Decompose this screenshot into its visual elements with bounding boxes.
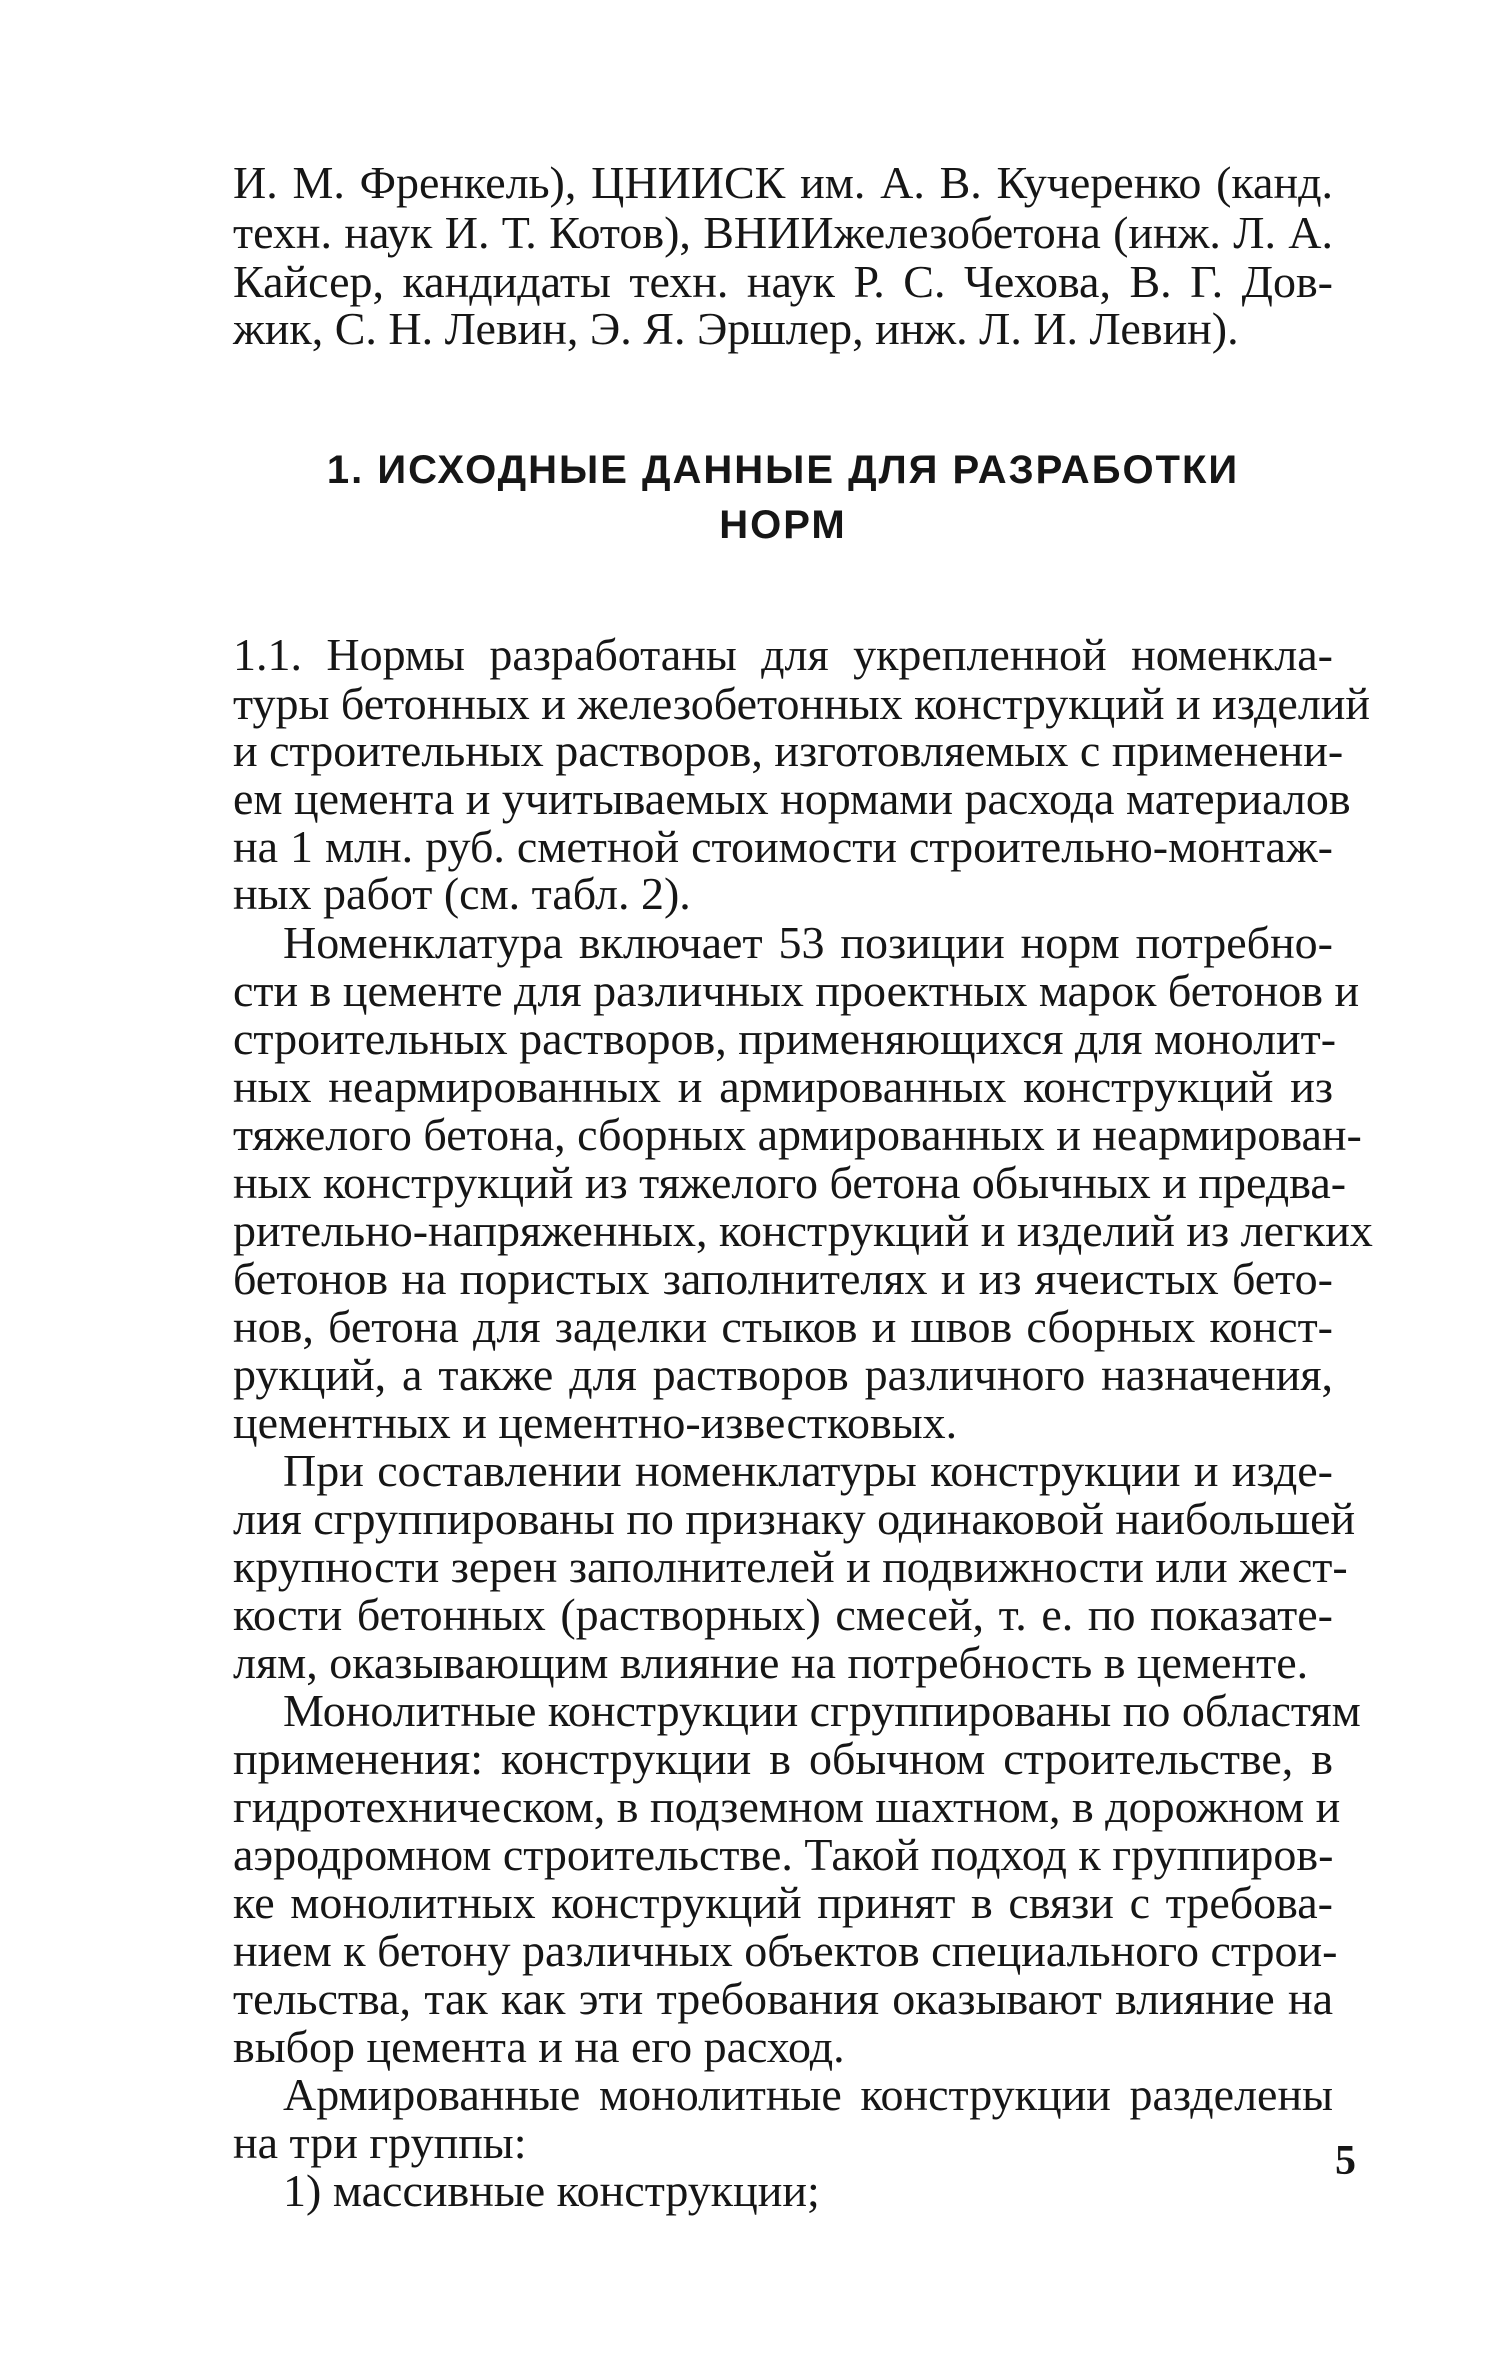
text-line: Монолитные конструкции сгруппированы по областям <box>283 1685 1361 1736</box>
text-line: лям, оказывающим влияние на потребность в цементе. <box>233 1637 1309 1688</box>
section-heading-line: НОРМ <box>719 503 847 547</box>
text-line: цементных и цементно-известковых. <box>233 1397 958 1448</box>
text-line: на 1 млн. руб. сметной стоимости строительно-монтаж- <box>233 821 1333 872</box>
text-line: техн. наук И. Т. Котов), ВНИИжелезобетона (инж. Л. А. <box>233 207 1333 258</box>
text-line: сти в цементе для различных проектных марок бетонов и <box>233 965 1360 1016</box>
list-item: 1) массивные конструкции; <box>283 2165 820 2216</box>
text-line: кости бетонных (растворных) смесей, т. е. по показате- <box>233 1589 1333 1640</box>
text-line: ем цемента и учитываемых нормами расхода материалов <box>233 773 1351 824</box>
text-line: на три группы: <box>233 2117 527 2168</box>
text-line: тяжелого бетона, сборных армированных и неармирован- <box>233 1109 1362 1160</box>
text-line: При составлении номенклатуры конструкции и изде- <box>283 1445 1333 1496</box>
text-line: крупности зерен заполнителей и подвижности или жест- <box>233 1541 1348 1592</box>
text-line: жик, С. Н. Левин, Э. Я. Эршлер, инж. Л. И. Левин). <box>233 303 1239 354</box>
text-line: рительно-напряженных, конструкций и изделий из легких <box>233 1205 1373 1256</box>
text-line: туры бетонных и железобетонных конструкций и изделий <box>233 678 1371 729</box>
text-line: Армированные монолитные конструкции разделены <box>283 2069 1333 2120</box>
text-line: ных конструкций из тяжелого бетона обычных и предва- <box>233 1157 1347 1208</box>
text-line: тельства, так как эти требования оказывают влияние на <box>233 1973 1333 2024</box>
section-heading-line: 1. ИСХОДНЫЕ ДАННЫЕ ДЛЯ РАЗРАБОТКИ <box>326 448 1240 492</box>
text-line: рукций, а также для растворов различного назначения, <box>233 1349 1333 1400</box>
text-line: Номенклатура включает 53 позиции норм потребно- <box>283 917 1333 968</box>
text-line: ных неармированных и армированных конструкций из <box>233 1061 1333 1112</box>
text-line: 1.1. Нормы разработаны для укрепленной номенкла- <box>233 629 1333 680</box>
text-line: бетонов на пористых заполнителях и из ячеистых бето- <box>233 1253 1333 1304</box>
text-line: строительных растворов, применяющихся для монолит- <box>233 1013 1337 1064</box>
text-line: применения: конструкции в обычном строительстве, в <box>233 1733 1333 1784</box>
text-line: выбор цемента и на его расход. <box>233 2021 845 2072</box>
text-line: И. М. Френкель), ЦНИИСК им. А. В. Кучеренко (канд. <box>233 157 1333 208</box>
text-line: гидротехническом, в подземном шахтном, в дорожном и <box>233 1781 1341 1832</box>
text-line: ных работ (см. табл. 2). <box>233 868 691 919</box>
page-number: 5 <box>1335 2138 1356 2184</box>
text-line: нов, бетона для заделки стыков и швов сборных конст- <box>233 1301 1333 1352</box>
text-line: лия сгруппированы по признаку одинаковой наибольшей <box>233 1493 1356 1544</box>
text-line: Кайсер, кандидаты техн. наук Р. С. Чехова, В. Г. Дов- <box>233 256 1333 307</box>
text-line: и строительных растворов, изготовляемых с применени- <box>233 725 1344 776</box>
text-line: нием к бетону различных объектов специального строи- <box>233 1925 1338 1976</box>
text-line: аэродромном строительстве. Такой подход к группиров- <box>233 1829 1334 1880</box>
text-line: ке монолитных конструкций принят в связи с требова- <box>233 1877 1333 1928</box>
